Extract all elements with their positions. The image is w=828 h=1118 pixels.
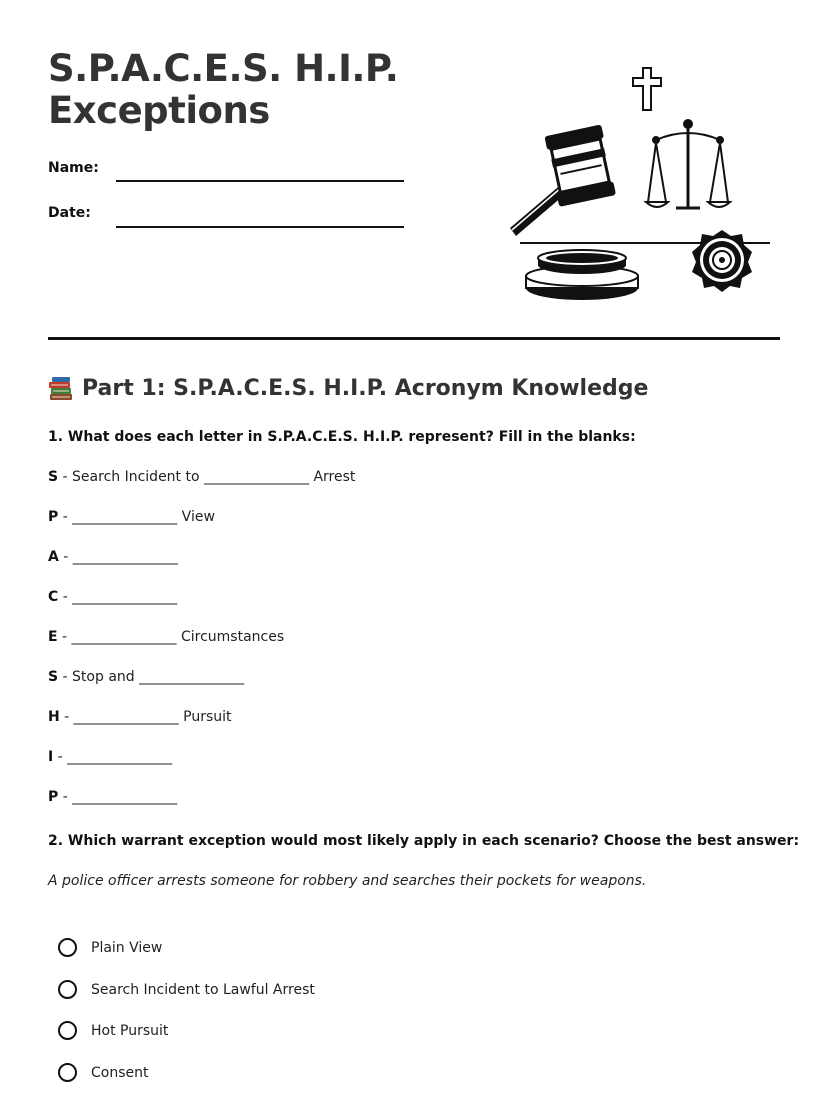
option-label: Plain View bbox=[91, 939, 163, 956]
name-label: Name: bbox=[48, 160, 99, 176]
scales-of-justice-icon bbox=[646, 120, 730, 208]
date-label: Date: bbox=[48, 205, 91, 221]
option-plain-view[interactable] bbox=[58, 938, 162, 957]
blank-letter: S bbox=[48, 669, 59, 685]
blank-letter: E bbox=[48, 629, 58, 645]
blank-row-p[interactable] bbox=[48, 509, 215, 525]
blank-row-p2[interactable] bbox=[48, 789, 177, 805]
question-2: 2. Which warrant exception would most likely apply in each scenario? Choose the best answer: bbox=[48, 833, 800, 849]
date-field[interactable] bbox=[116, 226, 404, 228]
blank-text: - _______________ View bbox=[62, 509, 215, 525]
name-field[interactable] bbox=[116, 180, 404, 182]
police-badge-icon bbox=[692, 230, 752, 292]
blank-row-s2[interactable] bbox=[48, 669, 244, 685]
question-1: 1. What does each letter in S.P.A.C.E.S. H.I.P. represent? Fill in the blanks: bbox=[48, 429, 636, 445]
blank-row-c[interactable] bbox=[48, 589, 177, 605]
blank-row-e[interactable] bbox=[48, 629, 284, 645]
blank-row-i[interactable] bbox=[48, 749, 172, 765]
legal-illustration bbox=[506, 60, 778, 310]
blank-text: - _______________ bbox=[63, 549, 178, 565]
sound-block-icon bbox=[526, 250, 638, 300]
blank-letter: P bbox=[48, 509, 59, 525]
blank-text: - _______________ bbox=[62, 789, 178, 805]
option-label: Search Incident to Lawful Arrest bbox=[91, 981, 315, 998]
blank-row-s[interactable] bbox=[48, 469, 355, 485]
title-line-1: S.P.A.C.E.S. H.I.P. bbox=[48, 47, 399, 90]
cross-icon bbox=[633, 68, 661, 110]
blank-text: - Search Incident to _______________ Arrest bbox=[62, 469, 356, 485]
title-line-2: Exceptions bbox=[48, 89, 270, 132]
blank-row-h[interactable] bbox=[48, 709, 232, 725]
blank-text: - _______________ bbox=[57, 749, 173, 765]
option-search-incident[interactable] bbox=[58, 980, 315, 999]
option-label: Hot Pursuit bbox=[91, 1022, 169, 1039]
scenario-text: A police officer arrests someone for robbery and searches their pockets for weapons. bbox=[48, 873, 647, 889]
books-icon bbox=[48, 376, 74, 402]
blank-row-a[interactable] bbox=[48, 549, 178, 565]
blank-text: - _______________ Circumstances bbox=[62, 629, 285, 645]
section-heading-text: Part 1: S.P.A.C.E.S. H.I.P. Acronym Knowledge bbox=[82, 376, 649, 401]
blank-text: - _______________ bbox=[62, 589, 178, 605]
blank-letter: H bbox=[48, 709, 60, 725]
blank-letter: P bbox=[48, 789, 59, 805]
radio-button[interactable] bbox=[58, 938, 77, 957]
blank-letter: C bbox=[48, 589, 59, 605]
section-heading bbox=[48, 372, 648, 406]
blank-text: - _______________ Pursuit bbox=[64, 709, 232, 725]
blank-letter: S bbox=[48, 469, 59, 485]
option-hot-pursuit[interactable] bbox=[58, 1021, 168, 1040]
page-title bbox=[48, 48, 398, 132]
radio-button[interactable] bbox=[58, 980, 77, 999]
blank-letter: A bbox=[48, 549, 59, 565]
gavel-icon bbox=[510, 124, 616, 236]
option-label: Consent bbox=[91, 1064, 149, 1081]
radio-button[interactable] bbox=[58, 1063, 77, 1082]
blank-letter: I bbox=[48, 749, 54, 765]
radio-button[interactable] bbox=[58, 1021, 77, 1040]
option-consent[interactable] bbox=[58, 1063, 148, 1082]
section-divider bbox=[48, 337, 780, 340]
blank-text: - Stop and _______________ bbox=[62, 669, 245, 685]
